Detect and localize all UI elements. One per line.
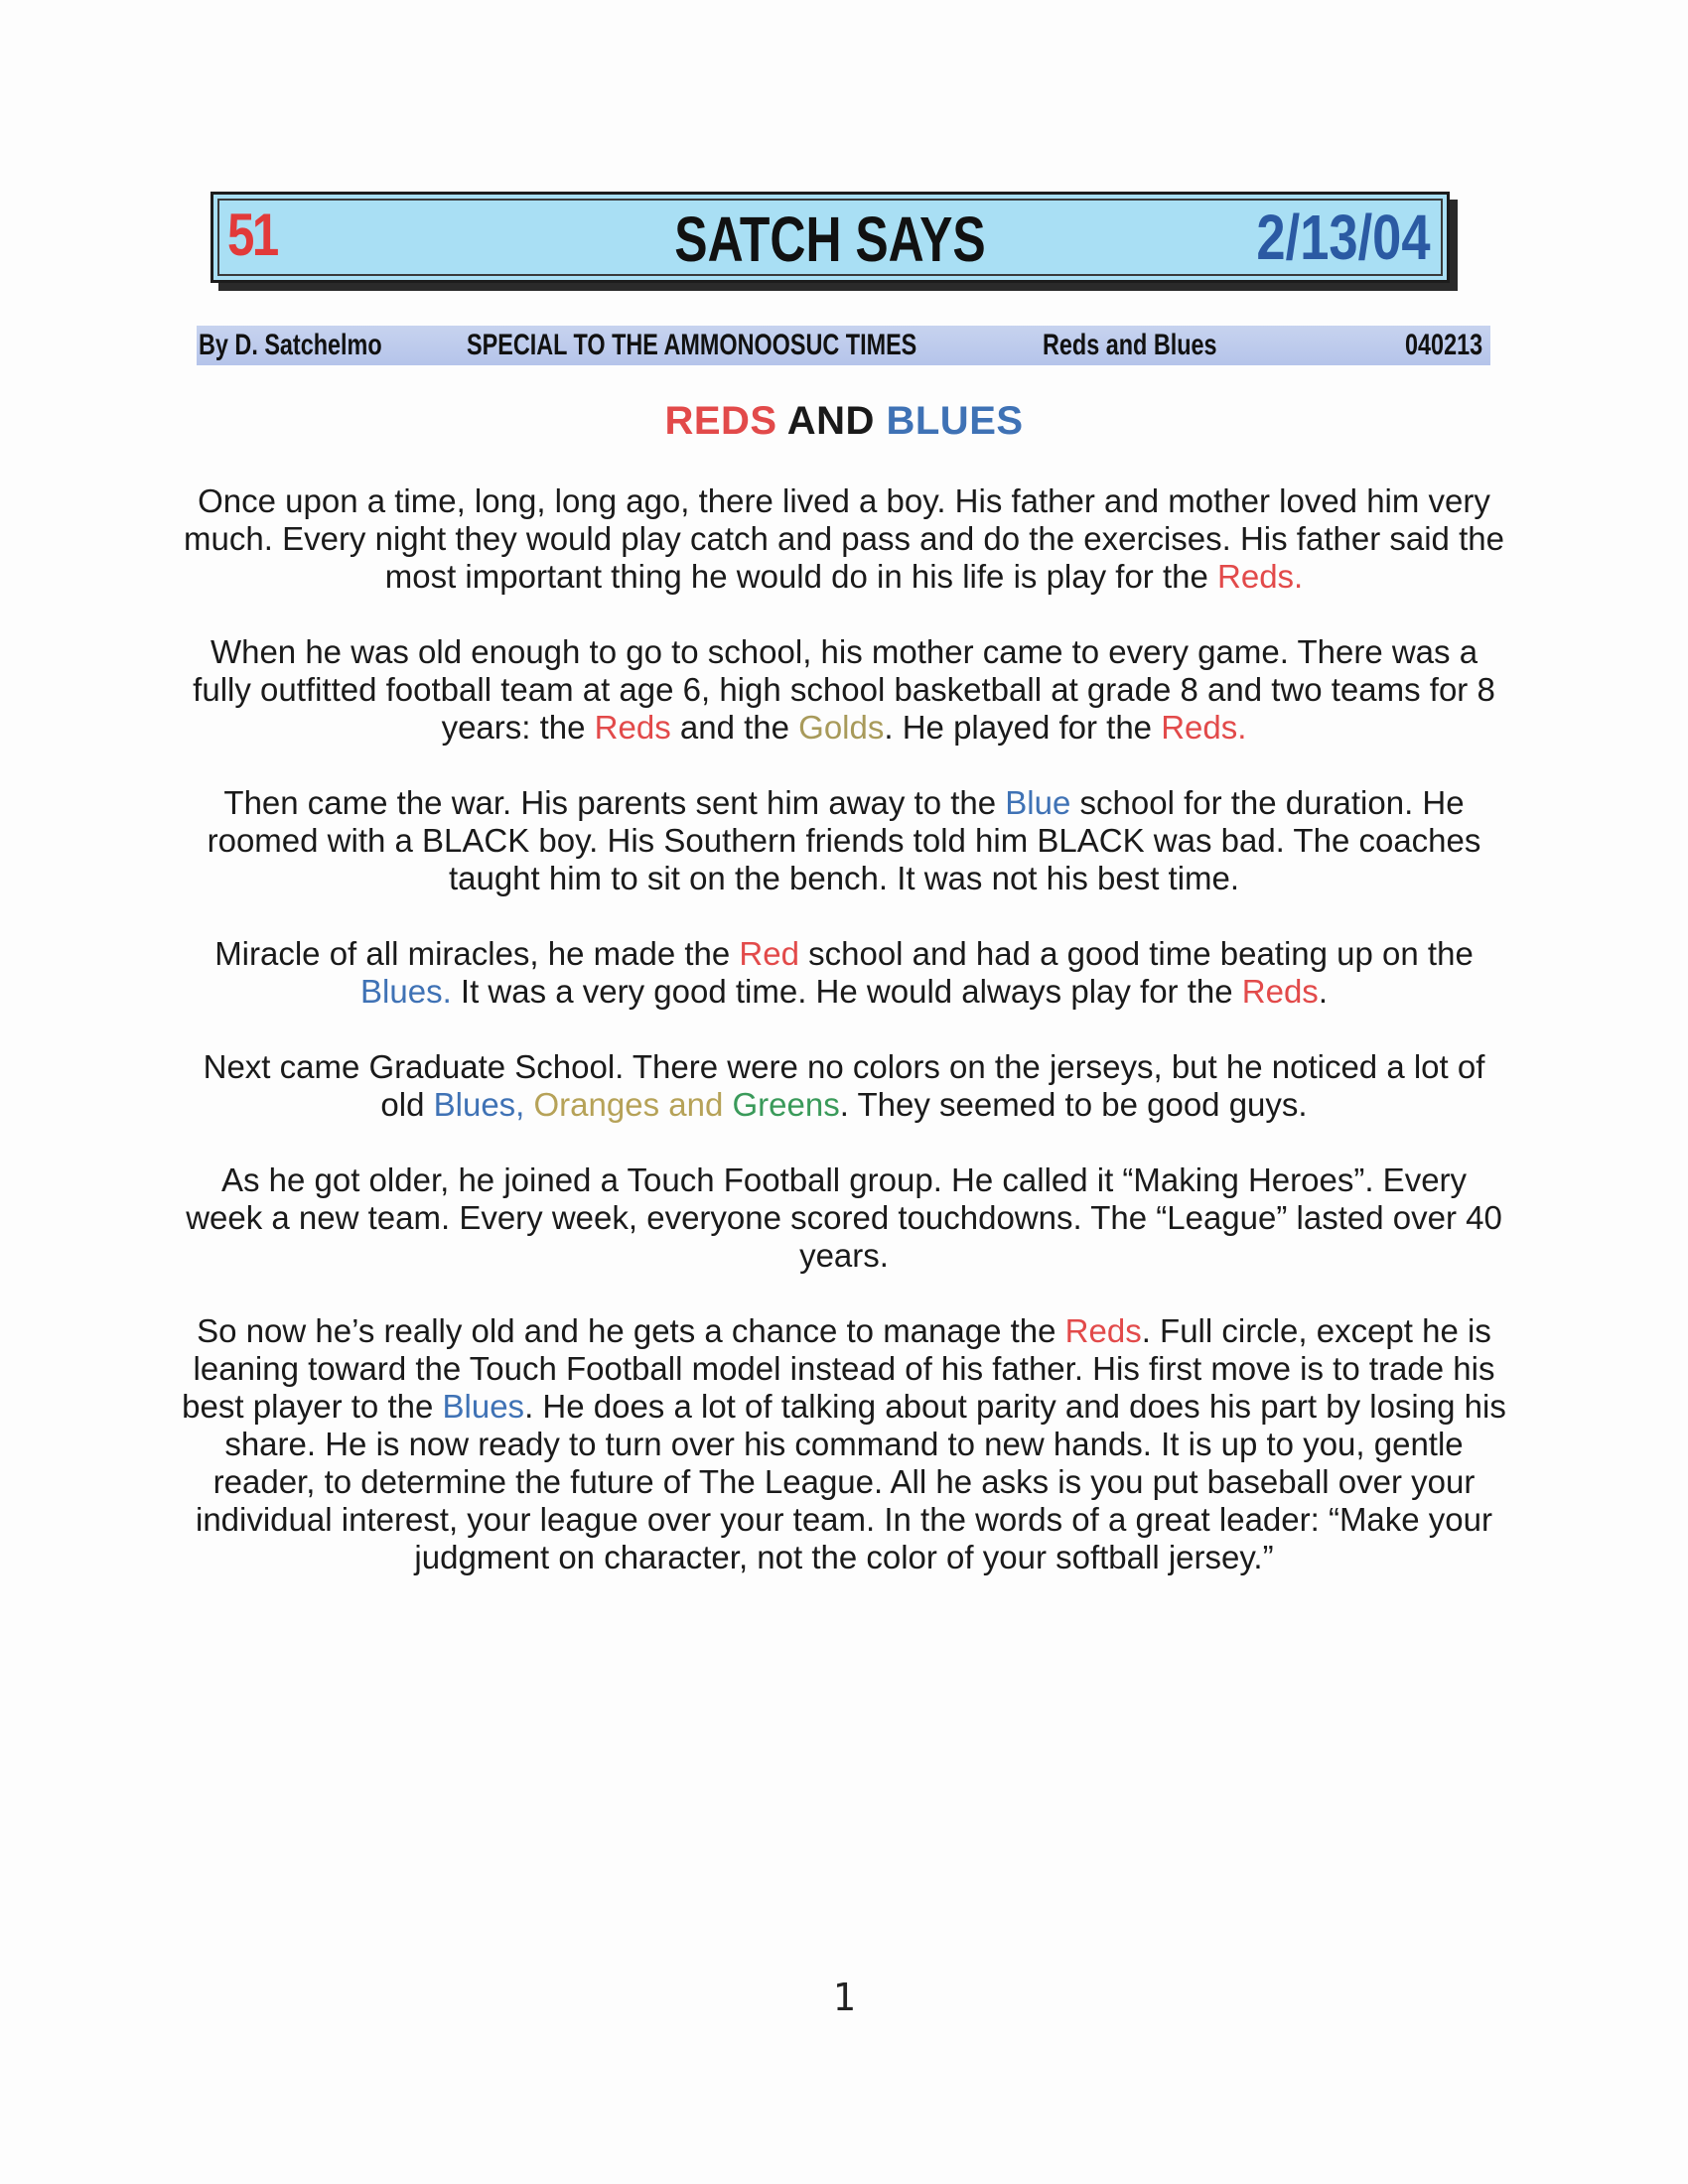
byline-topic: Reds and Blues	[1043, 329, 1217, 361]
team-name-red: Reds	[594, 709, 671, 746]
article-paragraph	[179, 1048, 1509, 1124]
paragraph-text: It was a very good time. He would always play for the	[451, 973, 1242, 1010]
team-name-red: Reds.	[1161, 709, 1247, 746]
article-paragraph	[179, 784, 1509, 897]
paragraph-text: As he got older, he joined a Touch Football group. He called it “Making Heroes”. Every week a new team. Every week, everyone scored touchdowns. The “League” lasted over 40 years.	[186, 1161, 1502, 1274]
article-headline	[0, 399, 1688, 444]
paragraph-text: . They seemed to be good guys.	[839, 1086, 1308, 1123]
paragraph-text: .	[1318, 973, 1328, 1010]
column-title: SATCH SAYS	[674, 204, 986, 275]
issue-date: 2/13/04	[1256, 202, 1431, 273]
team-name-gold: Golds	[798, 709, 885, 746]
byline-code: 040213	[1404, 329, 1482, 361]
byline-bar	[197, 326, 1490, 365]
headline-reds: REDS	[664, 399, 777, 443]
team-name-red: Reds	[1241, 973, 1319, 1010]
article-body	[179, 482, 1509, 1614]
headline-blues: BLUES	[886, 399, 1024, 443]
paragraph-text: Miracle of all miracles, he made the	[214, 935, 740, 972]
team-name-red: Red	[739, 935, 799, 972]
paragraph-text: When he was old enough to go to school, his mother came to every game. There was a fully outfitted football team at age 6, high school basketball at grade 8 and two teams for 8 years: the	[193, 633, 1495, 746]
paragraph-text: school for the duration. He roomed with a BLACK boy. His Southern friends told him BLACK was bad. The coaches taught him to sit on the bench. It was not his best time.	[207, 784, 1481, 896]
article-paragraph	[179, 935, 1509, 1011]
paragraph-text: So now he’s really old and he gets a chance to manage the	[197, 1312, 1065, 1349]
paragraph-text: . He does a lot of talking about parity and does his part by losing his share. He is now ready to turn over his command to new hands. It is up to you, gentle reader, to determine the future of The League. All he asks is you put baseball over your individual interest, your league over your team. In the words of a great leader: “Make your judgment on character, not the color of your softball jersey.”	[195, 1388, 1506, 1575]
article-paragraph	[179, 633, 1509, 747]
team-name-blue: Blues,	[433, 1086, 525, 1123]
paragraph-text	[524, 1086, 533, 1123]
team-name-blue: Blues	[442, 1388, 525, 1425]
masthead-banner	[211, 192, 1450, 283]
paragraph-text: . Full circle, except he is leaning toward the Touch Football model instead of his father. His first move is to trade his best player to the	[182, 1312, 1495, 1425]
paragraph-text: Next came Graduate School. There were no colors on the jerseys, but he noticed a lot of old	[203, 1048, 1485, 1123]
paragraph-text: Once upon a time, long, long ago, there lived a boy. His father and mother loved him very much. Every night they would play catch and pass and do the exercises. His father said the most important thing he would do in his life is play for the	[184, 482, 1504, 595]
headline-and: AND	[776, 399, 887, 443]
paragraph-text	[723, 1086, 732, 1123]
team-name-red: Reds	[1064, 1312, 1142, 1349]
article-paragraph	[179, 1312, 1509, 1576]
article-paragraph	[179, 482, 1509, 596]
team-name-red: Reds.	[1217, 558, 1304, 595]
team-name-blue: Blues.	[360, 973, 452, 1010]
paragraph-text: and the	[670, 709, 799, 746]
article-paragraph	[179, 1161, 1509, 1275]
byline-publication: SPECIAL TO THE AMMONOOSUC TIMES	[467, 329, 917, 361]
page-number: 1	[832, 1976, 856, 2019]
paragraph-text: Then came the war. His parents sent him away to the	[223, 784, 1006, 821]
byline-author: By D. Satchelmo	[199, 329, 382, 361]
issue-number: 51	[227, 202, 277, 268]
paragraph-text: . He played for the	[884, 709, 1162, 746]
paragraph-text: school and had a good time beating up on the	[798, 935, 1474, 972]
team-name-orange: Oranges and	[533, 1086, 724, 1123]
team-name-blue: Blue	[1005, 784, 1071, 821]
team-name-green: Greens	[732, 1086, 840, 1123]
